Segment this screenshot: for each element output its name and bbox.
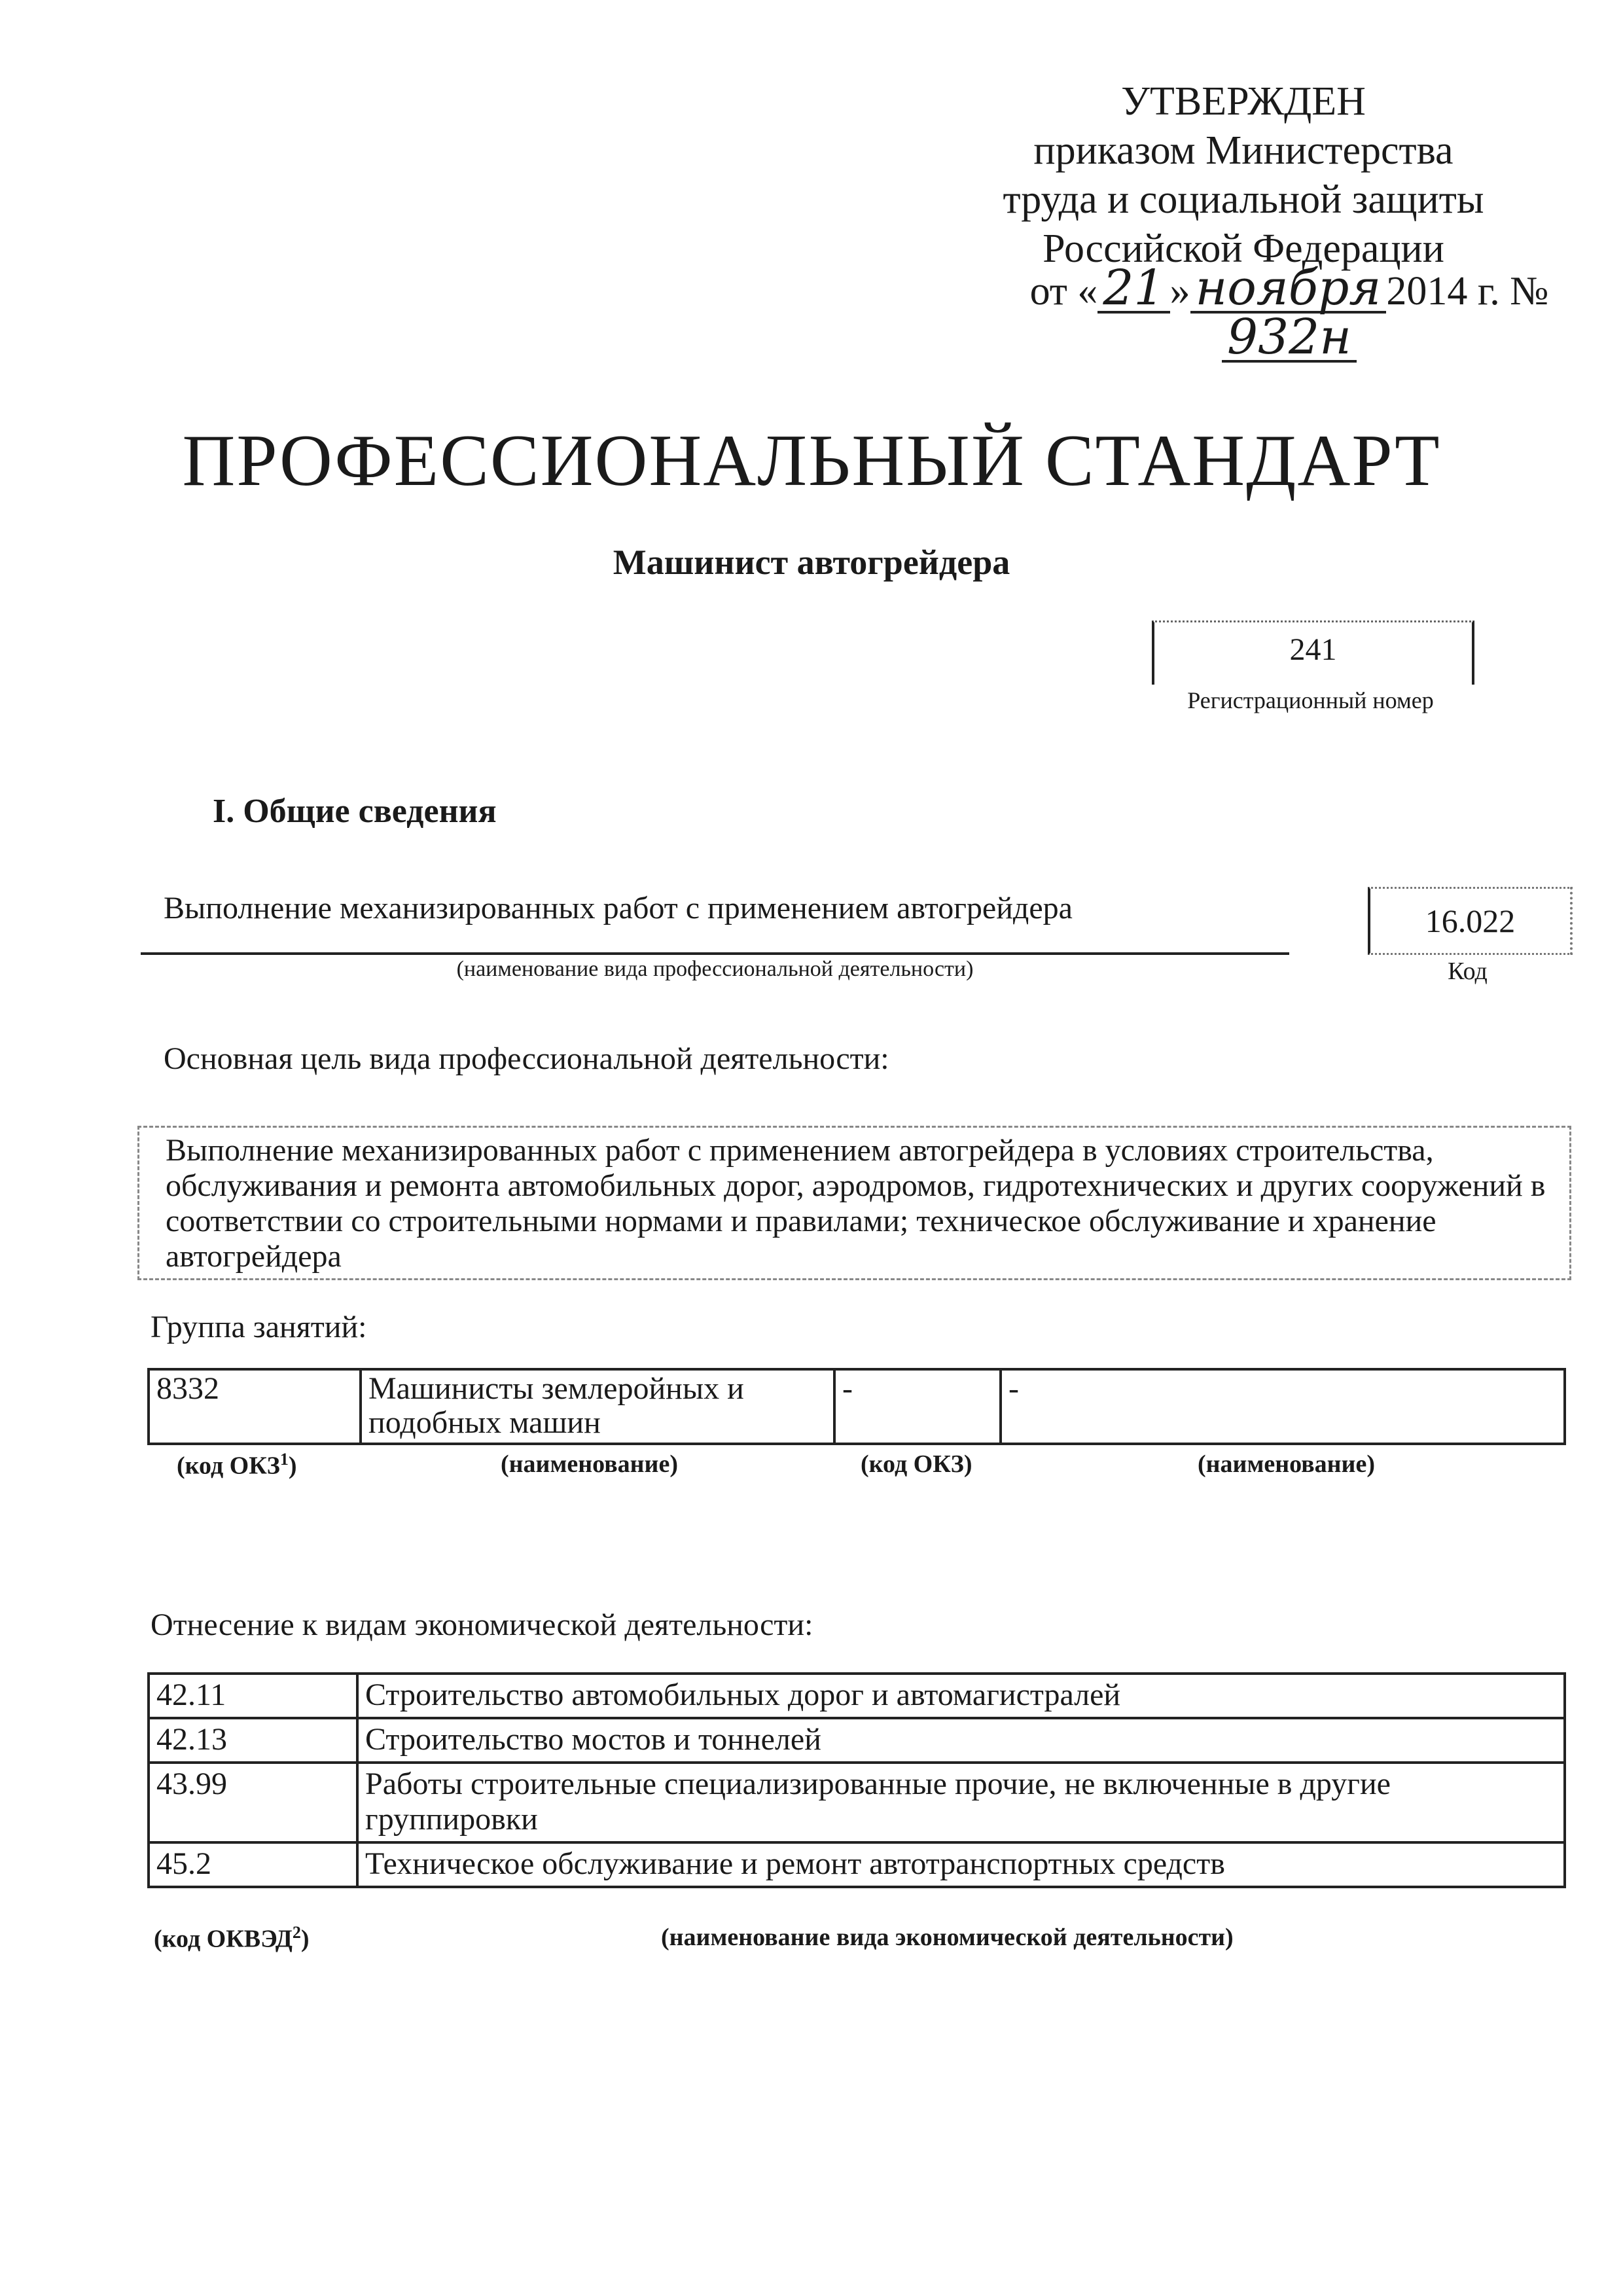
okved-name: Работы строительные специализированные прочие, не включенные в другие группировки xyxy=(357,1763,1565,1842)
okved-code: 42.13 xyxy=(149,1718,357,1763)
page-subtitle: Машинист автогрейдера xyxy=(613,543,1010,582)
okz-name-2: - xyxy=(1001,1369,1565,1444)
okz-code-note-2: (код ОКЗ) xyxy=(861,1450,972,1478)
table-row xyxy=(149,1763,1565,1842)
registration-label: Регистрационный номер xyxy=(1187,687,1434,713)
okz-name-1: Машинисты землеройных и подобных машин xyxy=(361,1369,834,1444)
okz-code-2: - xyxy=(834,1369,1001,1444)
section-title: I. Общие сведения xyxy=(213,793,497,830)
approval-line-4: Российской Федерации xyxy=(1043,226,1444,271)
activity-name: Выполнение механизированных работ с применением автогрейдера xyxy=(164,891,1073,925)
activity-note: (наименование вида профессиональной деятельности) xyxy=(456,957,974,981)
occupation-group-label: Группа занятий: xyxy=(151,1310,367,1344)
page-title: ПРОФЕССИОНАЛЬНЫЙ СТАНДАРТ xyxy=(182,420,1441,501)
activity-code-label: Код xyxy=(1448,958,1488,985)
goal-text: Выполнение механизированных работ с применением автогрейдера в условиях строительства, обслуживания и ремонта автомобильных дорог, аэродромов, гидротехнических и других сооружений в соответствии со строительными нормами и правилами; техническое обслуживание и хранение автогрейдера xyxy=(166,1133,1546,1274)
approval-day: 21 xyxy=(1097,265,1169,314)
goal-box xyxy=(137,1126,1571,1280)
approval-date-prefix: от « xyxy=(1029,269,1098,314)
okved-code: 43.99 xyxy=(149,1763,357,1842)
approval-year: 2014 г. № xyxy=(1386,269,1549,314)
approval-month: ноября xyxy=(1190,265,1387,314)
occupation-group-table xyxy=(147,1368,1566,1445)
table-row xyxy=(149,1718,1565,1763)
activity-code-box xyxy=(1368,887,1573,955)
approval-day-close: » xyxy=(1169,269,1190,314)
economic-activity-label: Отнесение к видам экономической деятельности: xyxy=(151,1607,813,1642)
activity-underline xyxy=(141,952,1289,955)
goal-label: Основная цель вида профессиональной деятельности: xyxy=(164,1041,889,1076)
okz-name-note-2: (наименование) xyxy=(1198,1450,1375,1478)
okved-code: 45.2 xyxy=(149,1842,357,1887)
okz-code-1: 8332 xyxy=(149,1369,361,1444)
table-row xyxy=(149,1842,1565,1887)
registration-box xyxy=(1152,620,1474,685)
approval-date-line xyxy=(1008,260,1571,365)
approval-line-1: УТВЕРЖДЕН xyxy=(1121,79,1366,124)
table-row xyxy=(149,1674,1565,1718)
economic-activity-table xyxy=(147,1672,1566,1888)
okved-code-note: (код ОКВЭД$^2$) xyxy=(154,1923,310,1953)
activity-code: 16.022 xyxy=(1425,903,1516,939)
okved-name-note: (наименование вида экономической деятельности) xyxy=(661,1924,1234,1951)
approval-number: 932н xyxy=(1222,314,1357,363)
okz-code-note-1: (код ОКЗ$^1$) xyxy=(177,1450,297,1480)
table-row xyxy=(149,1369,1565,1444)
registration-number: 241 xyxy=(1289,632,1337,667)
okved-name: Строительство автомобильных дорог и автомагистралей xyxy=(357,1674,1565,1718)
okz-name-note-1: (наименование) xyxy=(501,1450,678,1478)
approval-line-2: приказом Министерства xyxy=(1033,128,1454,173)
okved-name: Строительство мостов и тоннелей xyxy=(357,1718,1565,1763)
approval-line-3: труда и социальной защиты xyxy=(1003,177,1484,222)
okved-code: 42.11 xyxy=(149,1674,357,1718)
okved-name: Техническое обслуживание и ремонт автотранспортных средств xyxy=(357,1842,1565,1887)
